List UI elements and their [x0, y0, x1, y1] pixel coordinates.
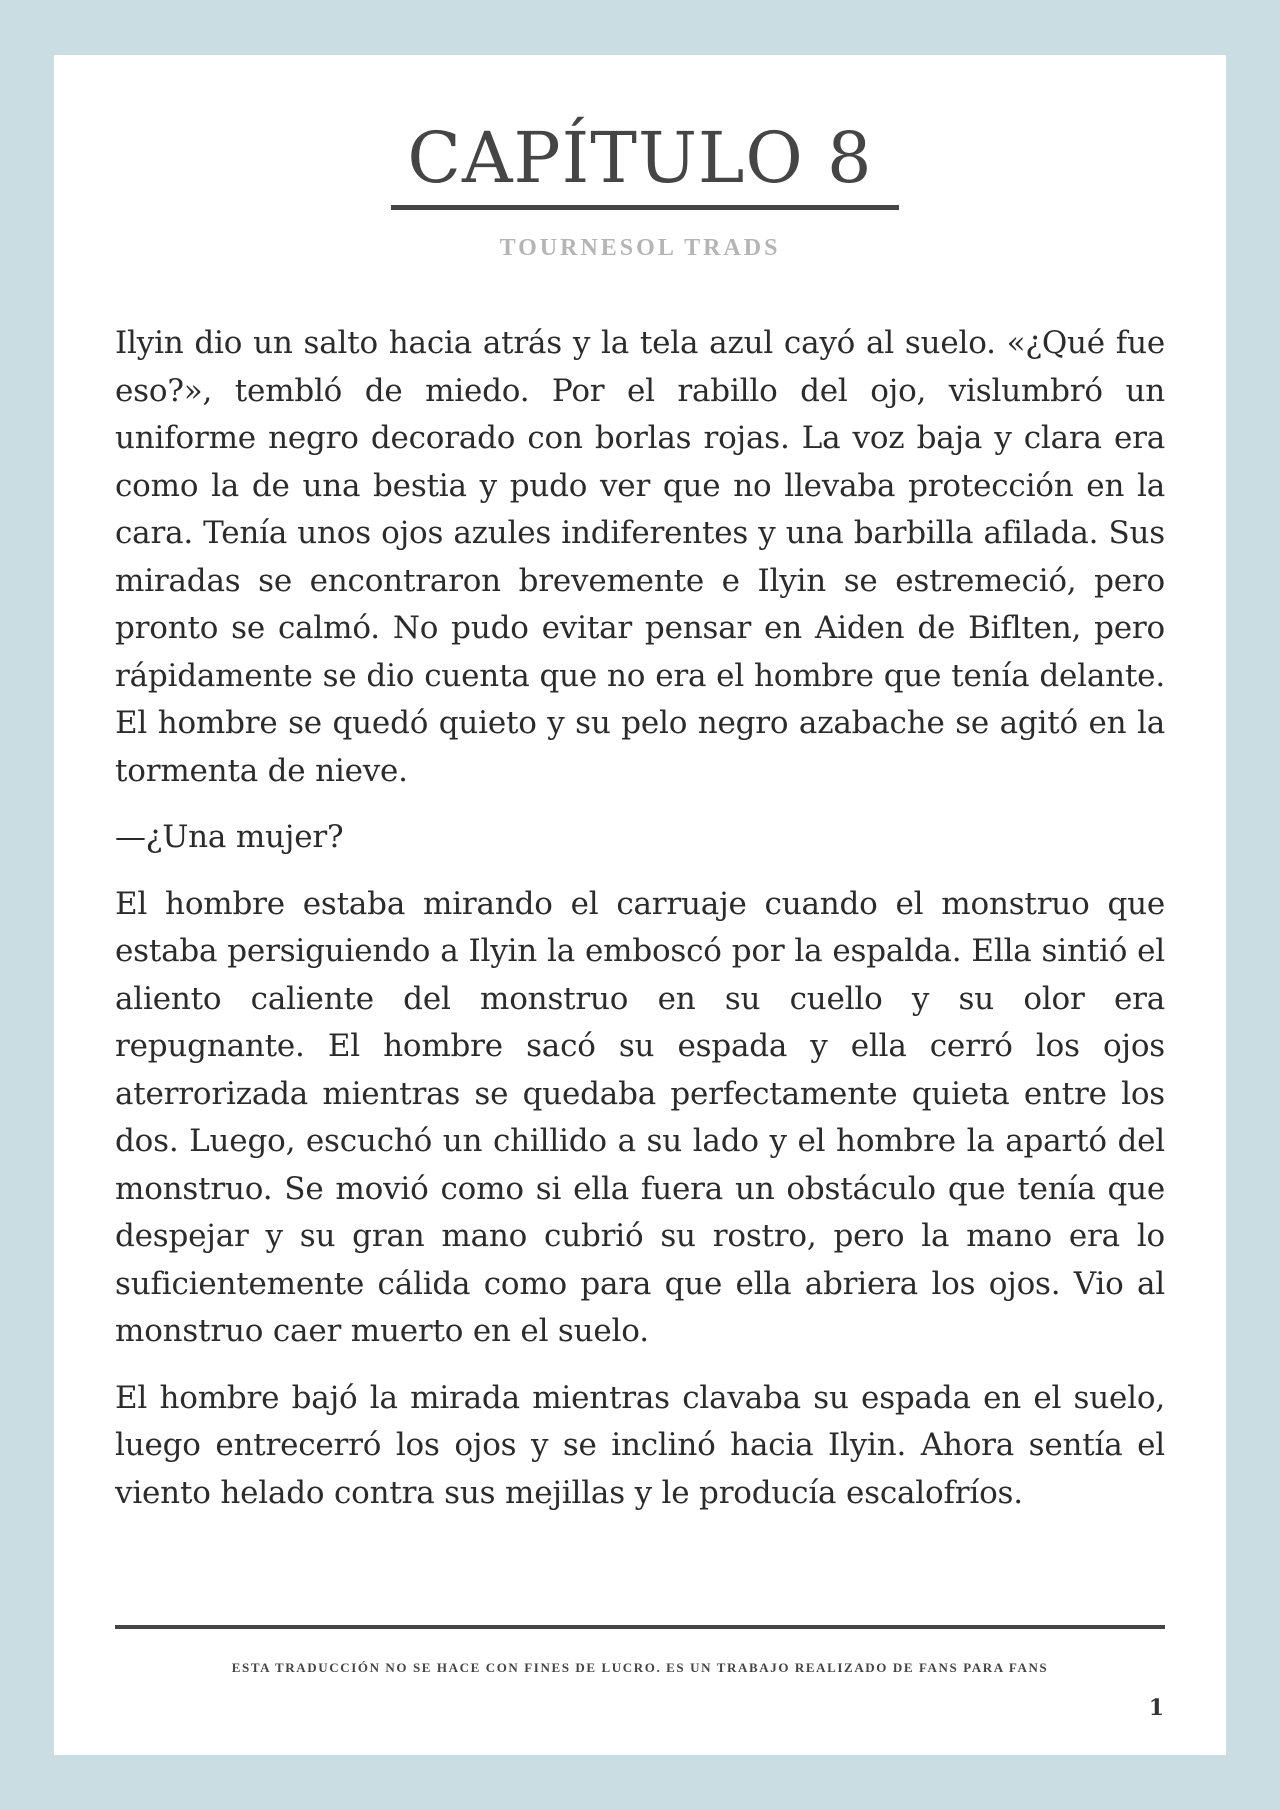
chapter-title: CAPÍTULO 8	[407, 117, 873, 199]
document-page	[54, 55, 1226, 1755]
paragraph: Ilyin dio un salto hacia atrás y la tela azul cayó al suelo. «¿Qué fue eso?», tembló de miedo. Por el rabillo del ojo, vislumbró un uniforme negro decorado con borlas rojas. La voz baja y clara era como la de una bestia y pudo ver que no llevaba protección en la cara. Tenía unos ojos azules indiferentes y una barbilla afilada. Sus miradas se encontraron brevemente e Ilyin se estremeció, pero pronto se calmó. No pudo evitar pensar en Aiden de Biflten, pero rápidamente se dio cuenta que no era el hombre que tenía delante. El hombre se quedó quieto y su pelo negro azabache se agitó en la tormenta de nieve.	[115, 325, 1165, 789]
paragraph: El hombre bajó la mirada mientras clavaba su espada en el suelo, luego entrecerró los ojos y se inclinó hacia Ilyin. Ahora sentía el viento helado contra sus mejillas y le producía escalofríos.	[115, 1379, 1165, 1511]
footer-disclaimer: ESTA TRADUCCIÓN NO SE HACE CON FINES DE LUCRO. ES UN TRABAJO REALIZADO DE FANS PARA FANS	[231, 1660, 1049, 1675]
page-number: 1	[1148, 1695, 1164, 1721]
paragraph: El hombre estaba mirando el carruaje cuando el monstruo que estaba persiguiendo a Ilyin la emboscó por la espalda. Ella sintió el aliento caliente del monstruo en su cuello y su olor era repugnante. El hombre sacó su espada y ella cerró los ojos aterrorizada mientras se quedaba perfectamente quieta entre los dos. Luego, escuchó un chillido a su lado y el hombre la apartó del monstruo. Se movió como si ella fuera un obstáculo que tenía que despejar y su gran mano cubrió su rostro, pero la mano era lo suficientemente cálida como para que ella abriera los ojos. Vio al monstruo caer muerto en el suelo.	[115, 885, 1165, 1349]
title-underline	[391, 205, 899, 210]
translator-credit: TOURNESOL TRADS	[499, 235, 781, 261]
paragraph: —¿Una mujer?	[115, 819, 344, 855]
chapter-body	[115, 320, 1165, 1536]
footer-divider	[115, 1625, 1165, 1629]
